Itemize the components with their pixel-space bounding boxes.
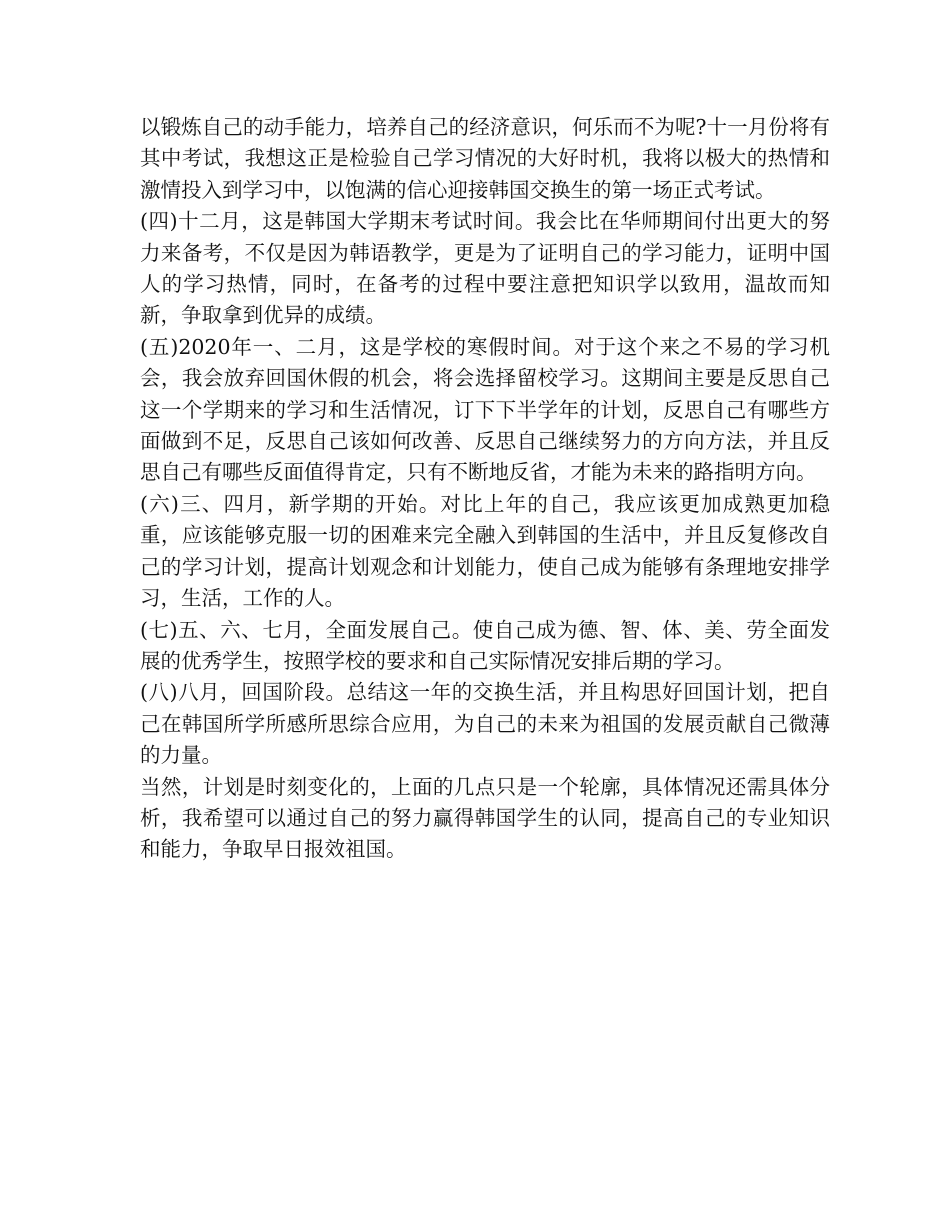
paragraph-may-july: (七)五、六、七月，全面发展自己。使自己成为德、智、体、美、劳全面发展的优秀学生，按照学校的要求和自己实际情况安排后期的学习。 [140, 617, 830, 673]
paragraph-conclusion: 当然，计划是时刻变化的，上面的几点只是一个轮廓，具体情况还需具体分析，我希望可以通过自己的努力赢得韩国学生的认同，提高自己的专业知识和能力，争取早日报效祖国。 [140, 774, 830, 862]
paragraph-december: (四)十二月，这是韩国大学期末考试时间。我会比在华师期间付出更大的努力来备考，不仅是因为韩语教学，更是为了证明自己的学习能力，证明中国人的学习热情，同时，在备考的过程中要注意把知识学以致用，温故而知新，争取拿到优异的成绩。 [140, 209, 830, 328]
paragraph-november-exam: 以锻炼自己的动手能力，培养自己的经济意识，何乐而不为呢?十一月份将有其中考试，我想这正是检验自己学习情况的大好时机，我将以极大的热情和激情投入到学习中，以饱满的信心迎接韩国交换生的第一场正式考试。 [140, 115, 830, 202]
paragraph-january-february: (五)2020年一、二月，这是学校的寒假时间。对于这个来之不易的学习机会，我会放弃回国休假的机会，将会选择留校学习。这期间主要是反思自己这一个学期来的学习和生活情况，订下下半学年的计划，反思自己有哪些方面做到不足，反思自己该如何改善、反思自己继续努力的方向方法，并且反思自己有哪些反面值得肯定，只有不断地反省，才能为未来的路指明方向。 [140, 334, 830, 485]
paragraph-march-april: (六)三、四月，新学期的开始。对比上年的自己，我应该更加成熟更加稳重，应该能够克服一切的困难来完全融入到韩国的生活中，并且反复修改自己的学习计划，提高计划观念和计划能力，使自己成为能够有条理地安排学习，生活，工作的人。 [140, 491, 830, 611]
document-body [140, 112, 830, 866]
paragraph-august: (八)八月，回国阶段。总结这一年的交换生活，并且构思好回国计划，把自己在韩国所学所感所思综合应用，为自己的未来为祖国的发展贡献自己微薄的力量。 [140, 680, 830, 768]
